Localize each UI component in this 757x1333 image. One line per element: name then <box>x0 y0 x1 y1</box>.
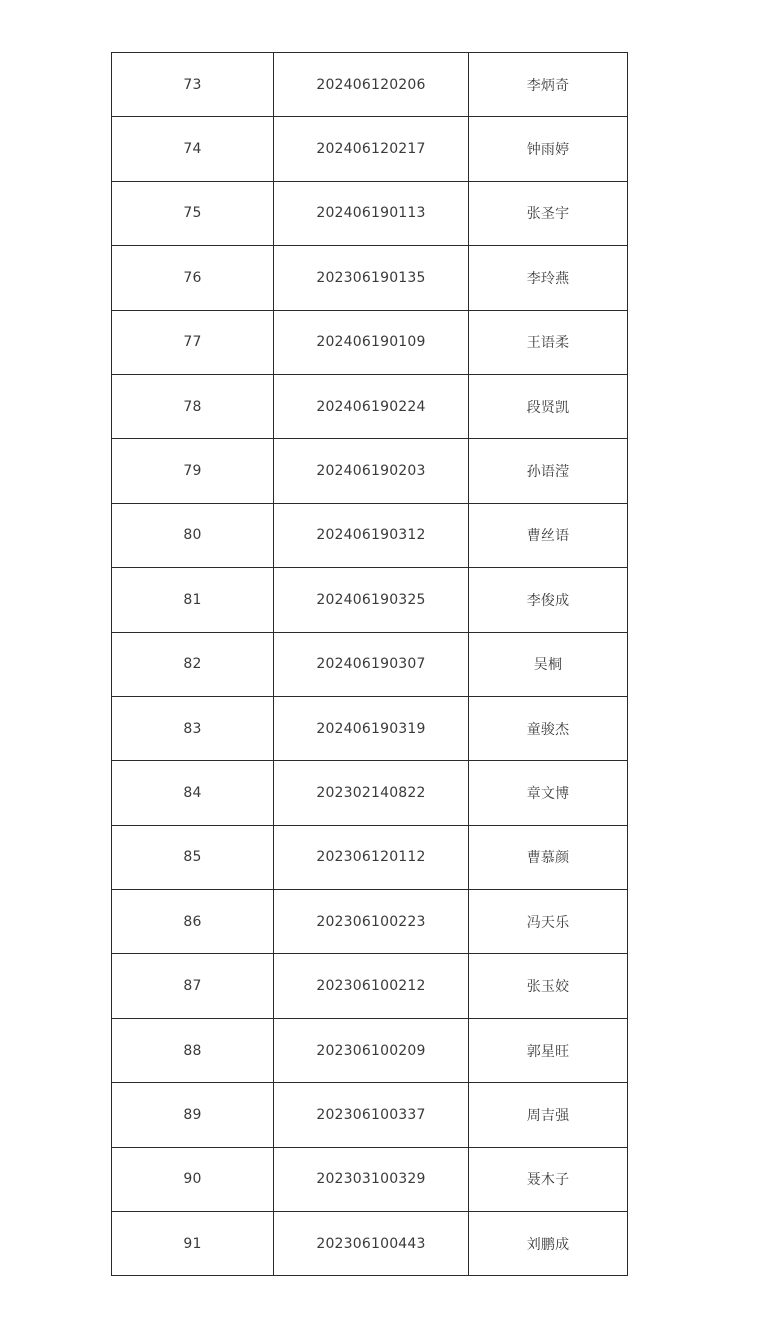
student-name-cell: 李俊成 <box>469 568 628 632</box>
roster-table <box>111 52 628 1276</box>
row-number-cell: 78 <box>112 374 274 438</box>
table-row <box>112 310 628 374</box>
student-id-cell: 202406190113 <box>274 181 469 245</box>
student-name-cell: 聂木子 <box>469 1147 628 1211</box>
student-name-cell: 钟雨婷 <box>469 117 628 181</box>
table-row <box>112 632 628 696</box>
student-id-cell: 202306100443 <box>274 1212 469 1276</box>
row-number-cell: 87 <box>112 954 274 1018</box>
row-number-cell: 91 <box>112 1212 274 1276</box>
row-number-cell: 76 <box>112 246 274 310</box>
student-name-cell: 段贤凯 <box>469 374 628 438</box>
student-id-cell: 202406190109 <box>274 310 469 374</box>
row-number-cell: 82 <box>112 632 274 696</box>
student-id-cell: 202306100337 <box>274 1083 469 1147</box>
student-name-cell: 童骏杰 <box>469 696 628 760</box>
student-name-cell: 孙语滢 <box>469 439 628 503</box>
table-row <box>112 53 628 117</box>
row-number-cell: 79 <box>112 439 274 503</box>
roster-table-body <box>112 53 628 1276</box>
student-id-cell: 202306100212 <box>274 954 469 1018</box>
student-id-cell: 202406120206 <box>274 53 469 117</box>
student-id-cell: 202306120112 <box>274 825 469 889</box>
student-id-cell: 202406190203 <box>274 439 469 503</box>
student-name-cell: 张圣宇 <box>469 181 628 245</box>
table-row <box>112 825 628 889</box>
student-id-cell: 202303100329 <box>274 1147 469 1211</box>
student-id-cell: 202306100223 <box>274 890 469 954</box>
student-id-cell: 202406190307 <box>274 632 469 696</box>
row-number-cell: 86 <box>112 890 274 954</box>
table-row <box>112 374 628 438</box>
student-name-cell: 冯天乐 <box>469 890 628 954</box>
student-name-cell: 郭星旺 <box>469 1018 628 1082</box>
student-name-cell: 吴桐 <box>469 632 628 696</box>
row-number-cell: 84 <box>112 761 274 825</box>
student-name-cell: 曹慕颜 <box>469 825 628 889</box>
student-id-cell: 202406120217 <box>274 117 469 181</box>
student-id-cell: 202306100209 <box>274 1018 469 1082</box>
student-name-cell: 周吉强 <box>469 1083 628 1147</box>
table-row <box>112 1083 628 1147</box>
table-row <box>112 1147 628 1211</box>
row-number-cell: 75 <box>112 181 274 245</box>
row-number-cell: 90 <box>112 1147 274 1211</box>
student-id-cell: 202406190325 <box>274 568 469 632</box>
row-number-cell: 89 <box>112 1083 274 1147</box>
row-number-cell: 83 <box>112 696 274 760</box>
student-name-cell: 李玲燕 <box>469 246 628 310</box>
student-name-cell: 章文博 <box>469 761 628 825</box>
table-row <box>112 117 628 181</box>
table-row <box>112 954 628 1018</box>
row-number-cell: 74 <box>112 117 274 181</box>
row-number-cell: 73 <box>112 53 274 117</box>
table-row <box>112 890 628 954</box>
student-name-cell: 曹丝语 <box>469 503 628 567</box>
student-name-cell: 王语柔 <box>469 310 628 374</box>
student-id-cell: 202302140822 <box>274 761 469 825</box>
row-number-cell: 85 <box>112 825 274 889</box>
student-id-cell: 202306190135 <box>274 246 469 310</box>
table-row <box>112 181 628 245</box>
table-row <box>112 1018 628 1082</box>
row-number-cell: 77 <box>112 310 274 374</box>
student-id-cell: 202406190224 <box>274 374 469 438</box>
table-row <box>112 696 628 760</box>
student-id-cell: 202406190319 <box>274 696 469 760</box>
table-row <box>112 1212 628 1276</box>
row-number-cell: 80 <box>112 503 274 567</box>
student-name-cell: 刘鹏成 <box>469 1212 628 1276</box>
table-row <box>112 568 628 632</box>
table-row <box>112 439 628 503</box>
student-id-cell: 202406190312 <box>274 503 469 567</box>
student-name-cell: 李炳奇 <box>469 53 628 117</box>
row-number-cell: 88 <box>112 1018 274 1082</box>
table-row <box>112 503 628 567</box>
student-name-cell: 张玉姣 <box>469 954 628 1018</box>
table-row <box>112 761 628 825</box>
row-number-cell: 81 <box>112 568 274 632</box>
table-row <box>112 246 628 310</box>
